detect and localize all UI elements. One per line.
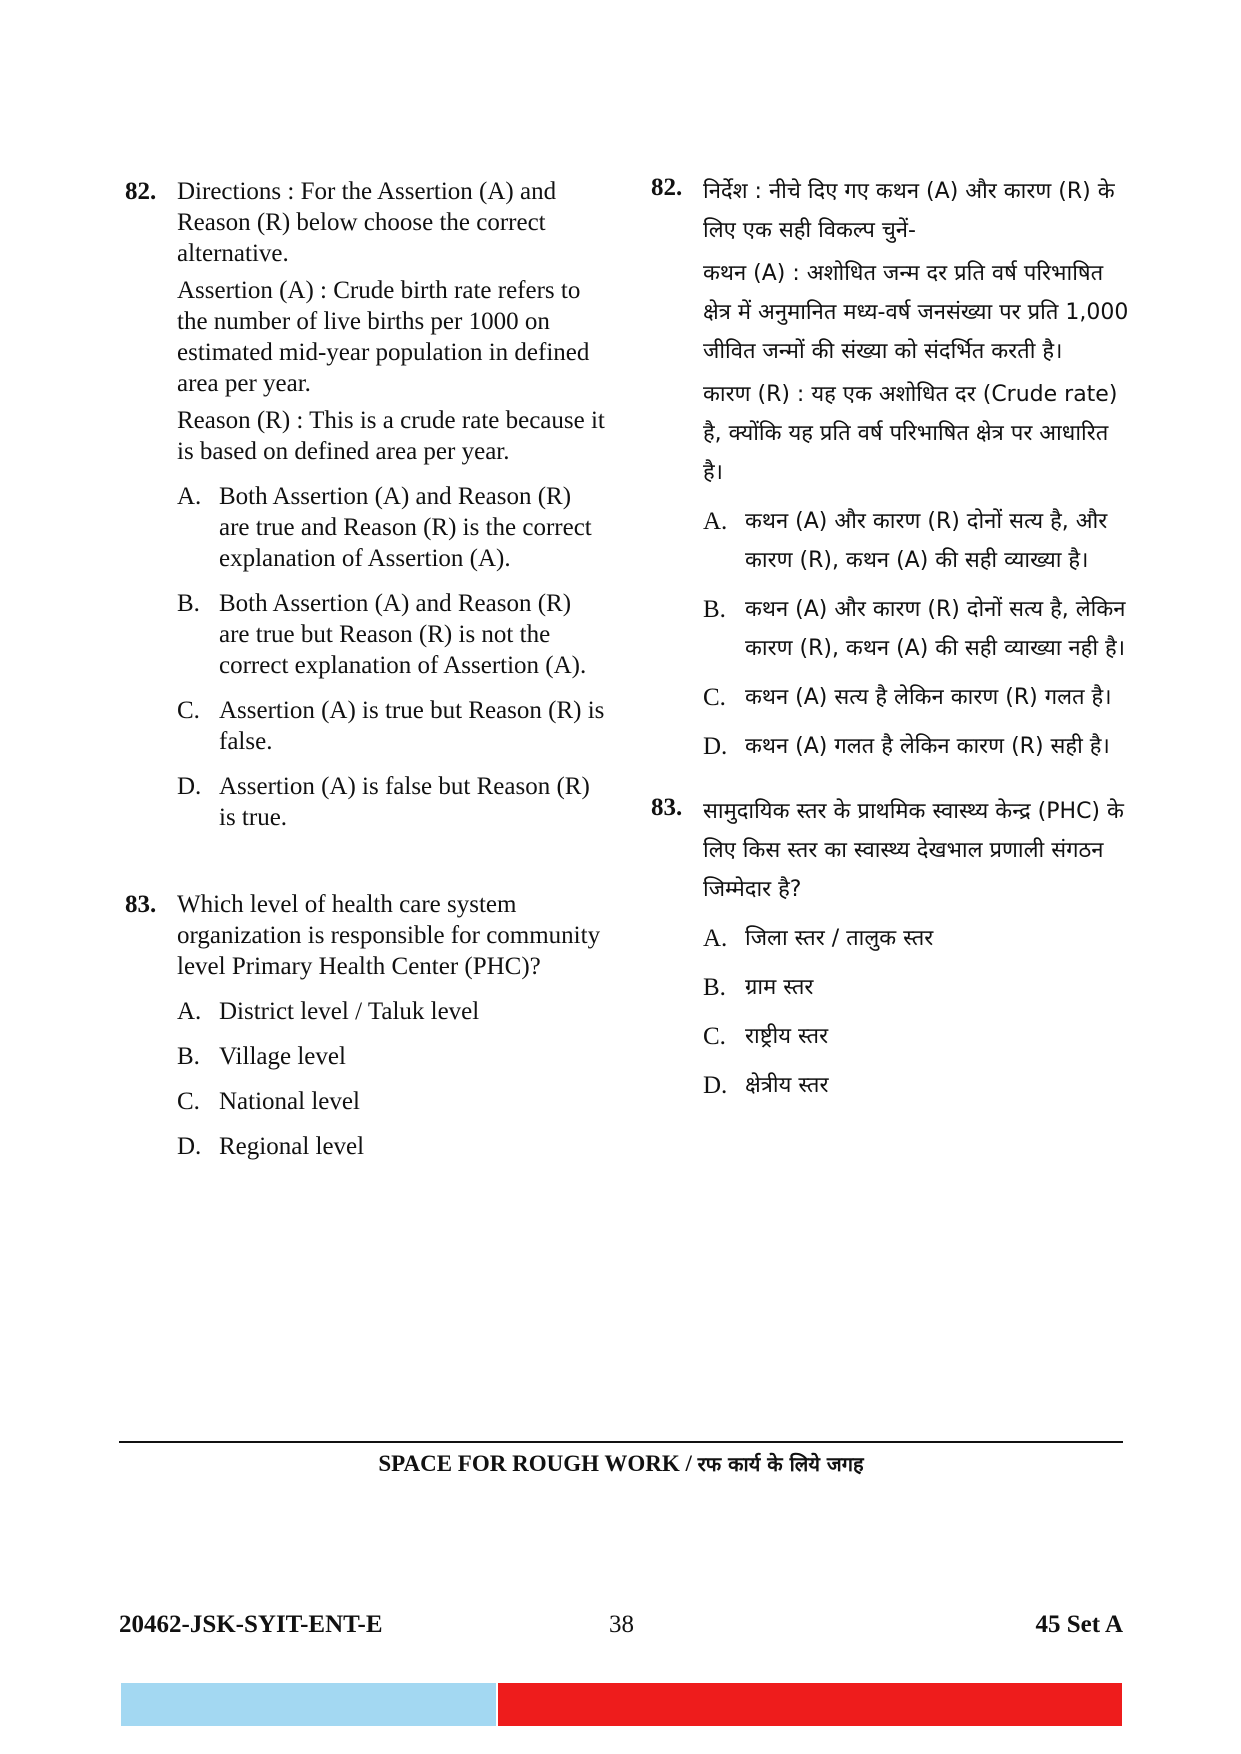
question-assertion: Assertion (A) : Crude birth rate refers to the number of live births per 1000 on estimated mid-year population in defined area per year.: [177, 277, 590, 397]
question-83-hindi: [651, 792, 1131, 1105]
question-reason: Reason (R) : This is a crude rate because it is based on defined area per year.: [177, 407, 605, 465]
option-text: Regional level: [219, 1133, 365, 1160]
option-a: [703, 502, 1131, 580]
footer-page-number: 38: [609, 1611, 634, 1638]
footer-color-bar-blue: [121, 1683, 496, 1726]
option-letter: B.: [703, 596, 726, 623]
rough-work-divider: [119, 1441, 1123, 1443]
option-letter: C.: [177, 697, 200, 724]
option-c: [703, 1017, 1131, 1056]
option-text: Both Assertion (A) and Reason (R) are true and Reason (R) is the correct explanation of Assertion (A).: [219, 483, 592, 572]
option-text: Both Assertion (A) and Reason (R) are true but Reason (R) is not the correct explanation of Assertion (A).: [219, 590, 587, 679]
option-text: कथन (A) और कारण (R) दोनों सत्य है, लेकिन कारण (R), कथन (A) की सही व्याख्या नही है।: [745, 597, 1126, 661]
option-c: [703, 678, 1131, 717]
question-number: 83.: [651, 794, 683, 821]
option-letter: D.: [703, 733, 728, 760]
footer-paper-code: 20462-JSK-SYIT-ENT-E: [119, 1611, 383, 1638]
option-d: [177, 771, 605, 833]
footer-set-label: 45 Set A: [1035, 1611, 1123, 1638]
option-a: [703, 919, 1131, 958]
option-letter: A.: [703, 925, 728, 952]
option-text: कथन (A) सत्य है लेकिन कारण (R) गलत है।: [745, 685, 1112, 710]
option-text: कथन (A) और कारण (R) दोनों सत्य है, और कारण (R), कथन (A) की सही व्याख्या है।: [745, 509, 1108, 573]
option-letter: C.: [703, 684, 726, 711]
option-a: [177, 481, 605, 574]
question-82-hindi: [651, 172, 1131, 766]
option-letter: C.: [177, 1088, 200, 1115]
option-b: [703, 590, 1131, 668]
option-b: [177, 588, 605, 681]
option-text: National level: [219, 1088, 360, 1115]
question-reason: कारण (R) : यह एक अशोधित दर (Crude rate) है, क्योंकि यह प्रति वर्ष परिभाषित क्षेत्र पर आधारित है।: [703, 382, 1118, 485]
option-letter: A.: [703, 508, 728, 535]
question-number: 82.: [651, 174, 683, 201]
option-text: Assertion (A) is false but Reason (R) is true.: [219, 773, 590, 831]
option-c: [177, 1086, 605, 1117]
question-82-english: [125, 176, 605, 833]
option-a: [177, 996, 605, 1027]
option-b: [703, 968, 1131, 1007]
question-83-english: [125, 889, 605, 1162]
hindi-column: [651, 172, 1131, 1105]
option-letter: C.: [703, 1023, 726, 1050]
option-letter: A.: [177, 998, 202, 1025]
rough-work-english: SPACE FOR ROUGH WORK /: [378, 1451, 698, 1476]
option-letter: B.: [177, 590, 200, 617]
option-d: [703, 727, 1131, 766]
option-letter: D.: [177, 773, 202, 800]
option-text: कथन (A) गलत है लेकिन कारण (R) सही है।: [745, 734, 1110, 759]
option-d: [703, 1066, 1131, 1105]
option-text: राष्ट्रीय स्तर: [745, 1024, 829, 1049]
rough-work-heading: [119, 1450, 1123, 1477]
option-letter: B.: [177, 1043, 200, 1070]
option-text: क्षेत्रीय स्तर: [745, 1073, 829, 1098]
question-text: सामुदायिक स्तर के प्राथमिक स्वास्थ्य केन्द्र (PHC) के लिए किस स्तर का स्वास्थ्य देखभाल प्रणाली संगठन जिम्मेदार है?: [703, 799, 1124, 902]
option-letter: D.: [703, 1072, 728, 1099]
option-text: Assertion (A) is true but Reason (R) is false.: [219, 697, 605, 755]
option-text: Village level: [219, 1043, 346, 1070]
rough-work-hindi: रफ कार्य के लिये जगह: [697, 1452, 864, 1476]
option-c: [177, 695, 605, 757]
option-letter: D.: [177, 1133, 202, 1160]
question-number: 82.: [125, 178, 157, 205]
footer-color-bar-red: [498, 1683, 1122, 1726]
question-directions: Directions : For the Assertion (A) and Reason (R) below choose the correct alternative.: [177, 178, 557, 267]
question-directions: निर्देश : नीचे दिए गए कथन (A) और कारण (R) के लिए एक सही विकल्प चुनें-: [703, 179, 1115, 243]
option-d: [177, 1131, 605, 1162]
option-text: District level / Taluk level: [219, 998, 480, 1025]
option-b: [177, 1041, 605, 1072]
option-letter: B.: [703, 974, 726, 1001]
option-text: जिला स्तर / तालुक स्तर: [745, 926, 934, 951]
question-number: 83.: [125, 891, 157, 918]
question-text: Which level of health care system organization is responsible for community level Primary Health Center (PHC)?: [177, 891, 601, 980]
english-column: [125, 176, 605, 1162]
option-text: ग्राम स्तर: [745, 975, 814, 1000]
option-letter: A.: [177, 483, 202, 510]
question-assertion: कथन (A) : अशोधित जन्म दर प्रति वर्ष परिभाषित क्षेत्र में अनुमानित मध्य-वर्ष जनसंख्या पर प्रति 1,000 जीवित जन्मों की संख्या को संदर्भित करती है।: [703, 261, 1129, 364]
